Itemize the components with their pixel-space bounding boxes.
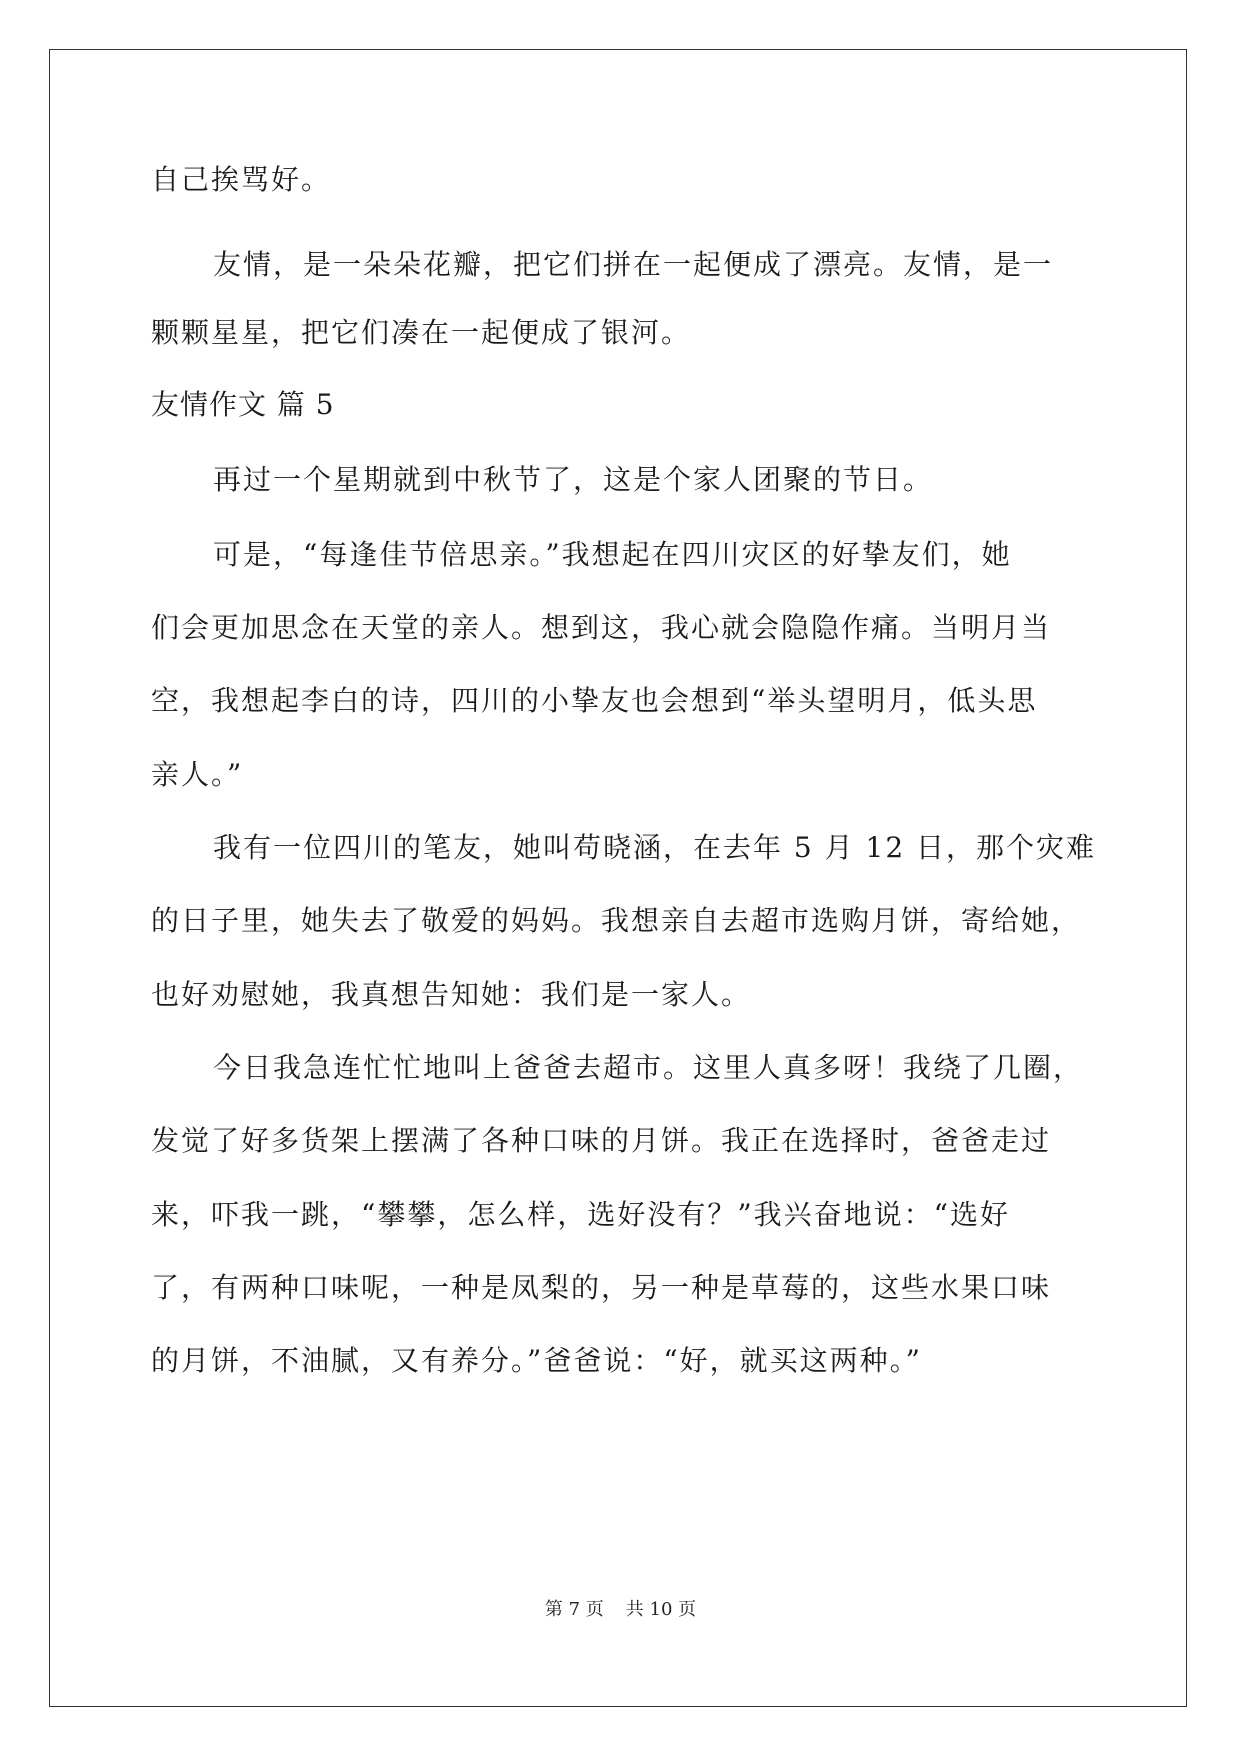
text-line: 了，有两种口味呢，一种是凤梨的，另一种是草莓的，这些水果口味 — [151, 1271, 1052, 1304]
text-line: 颗颗星星，把它们凑在一起便成了银河。 — [151, 316, 692, 349]
text-line: 再过一个星期就到中秋节了，这是个家人团聚的节日。 — [213, 463, 934, 496]
page-border — [49, 49, 1187, 1707]
page-footer — [0, 1598, 1241, 1622]
text-line: 也好劝慰她，我真想告知她：我们是一家人。 — [151, 978, 752, 1011]
text-line: 我有一位四川的笔友，她叫苟晓涵，在去年 5 月 12 日，那个灾难 — [213, 831, 1097, 864]
text-line: 自己挨骂好。 — [151, 163, 332, 196]
text-line: 友情，是一朵朵花瓣，把它们拼在一起便成了漂亮。友情，是一 — [213, 248, 1054, 281]
text-line: 亲人。” — [151, 758, 244, 791]
page-number-current: 第 7 页 — [544, 1599, 604, 1620]
text-line: 空，我想起李白的诗，四川的小挚友也会想到“举头望明月，低头思 — [151, 684, 1038, 717]
text-line: 们会更加思念在天堂的亲人。想到这，我心就会隐隐作痛。当明月当 — [151, 611, 1052, 644]
text-line: 可是，“每逢佳节倍思亲。”我想起在四川灾区的好挚友们，她 — [213, 538, 1012, 571]
text-line: 的日子里，她失去了敬爱的妈妈。我想亲自去超市选购月饼，寄给她， — [151, 904, 1082, 937]
section-heading: 友情作文 篇 5 — [151, 388, 335, 421]
text-line: 来，吓我一跳，“攀攀，怎么样，选好没有？”我兴奋地说：“选好 — [151, 1198, 1010, 1231]
text-line: 的月饼，不油腻，又有养分。”爸爸说：“好，就买这两种。” — [151, 1344, 922, 1377]
text-line: 今日我急连忙忙地叫上爸爸去超市。这里人真多呀！我绕了几圈， — [213, 1051, 1084, 1084]
page-number-total: 共 10 页 — [625, 1599, 697, 1620]
text-line: 发觉了好多货架上摆满了各种口味的月饼。我正在选择时，爸爸走过 — [151, 1124, 1052, 1157]
